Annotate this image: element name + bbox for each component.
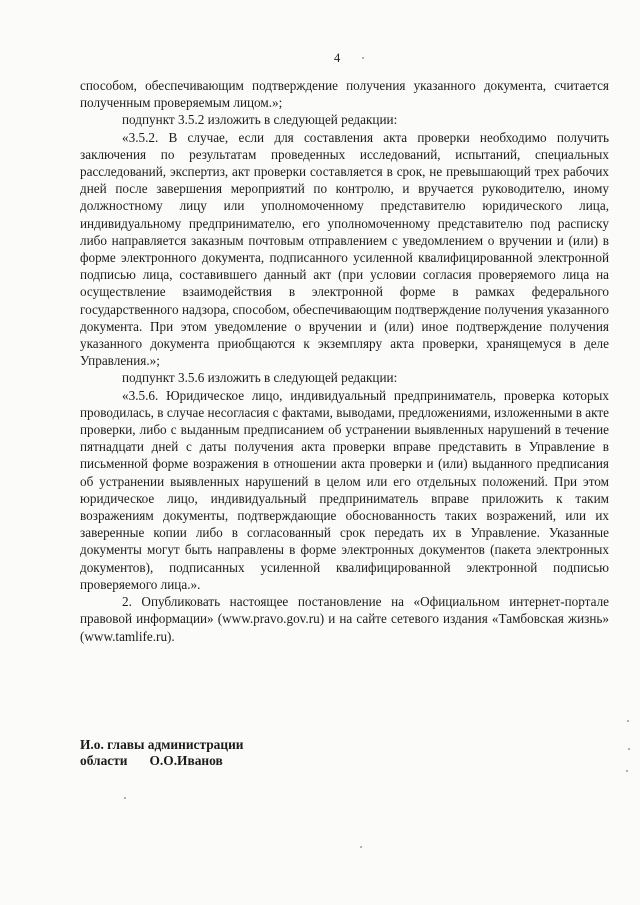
page-number: 4 xyxy=(334,51,341,65)
scan-speck xyxy=(628,748,630,750)
scan-speck xyxy=(360,846,362,848)
scan-speck xyxy=(627,720,629,722)
scan-speck xyxy=(124,797,126,799)
signature-name: О.О.Иванов xyxy=(149,753,223,768)
signature-block xyxy=(80,737,244,769)
signature-region: области xyxy=(80,753,128,768)
paragraph-publication: 2. Опубликовать настоящее постановление на «Официальном интернет-портале правовой информации» (www.pravo.gov.ru) и на сайте сетевого издания «Тамбовская жизнь» (www.tamlife.ru). xyxy=(80,594,609,644)
scan-speck xyxy=(362,57,364,59)
paragraph-amendment-3-5-6-heading: подпункт 3.5.6 изложить в следующей редакции: xyxy=(122,370,398,386)
scan-speck xyxy=(626,770,628,772)
document-body xyxy=(80,77,609,645)
signature-line-2 xyxy=(80,753,244,769)
paragraph-continuation: способом, обеспечивающим подтверждение получения указанного документа, считается полученным проверяемым лицом.»; xyxy=(80,78,609,111)
paragraph-3-5-6: «3.5.6. Юридическое лицо, индивидуальный предприниматель, проверка которых проводилась, в случае несогласия с фактами, выводами, предложениями, изложенными в акте проверки, либо с выданным предписанием об устранении выявленных нарушений в течение пятнадцати дней с даты получения акта проверки вправе представить в Управление в письменной форме возражения в отношении акта проверки и (или) выданного предписания об устранении выявленных нарушений в целом или его отдельных положений. При этом юридическое лицо, индивидуальный предприниматель вправе приложить к таким возражениям документы, подтверждающие обоснованность таких возражений, или их заверенные копии либо в согласованный срок передать их в Управление. Указанные документы могут быть направлены в форме электронных документов (пакета электронных документов), подписанных усиленной квалифицированной электронной подписью проверяемого лица.». xyxy=(80,387,609,592)
signature-position: И.о. главы администрации xyxy=(80,737,244,752)
paragraph-3-5-2: «3.5.2. В случае, если для составления акта проверки необходимо получить заключения по результатам проведенных исследований, испытаний, специальных расследований, экспертиз, акт проверки составляется в срок, не превышающий трех рабочих дней после завершения мероприятий по контролю, и вручается руководителю, иному должностному лицу или уполномоченному представителю юридического лица, индивидуальному предпринимателю, его уполномоченному представителю под расписку либо направляется заказным почтовым отправлением с уведомлением о вручении и (или) в форме электронного документа, подписанного усиленной квалифицированной электронной подписью лица, составившего данный акт (при условии согласия проверяемого лица на осуществление взаимодействия в электронной форме в рамках федерального государственного надзора, способом, обеспечивающим подтверждение получения указанного документа. При этом уведомление о вручении и (или) иное подтверждение получения указанного документа приобщаются к экземпляру акта проверки, хранящемуся в деле Управления.»; xyxy=(80,129,609,369)
paragraph-amendment-3-5-2-heading: подпункт 3.5.2 изложить в следующей редакции: xyxy=(122,112,398,128)
